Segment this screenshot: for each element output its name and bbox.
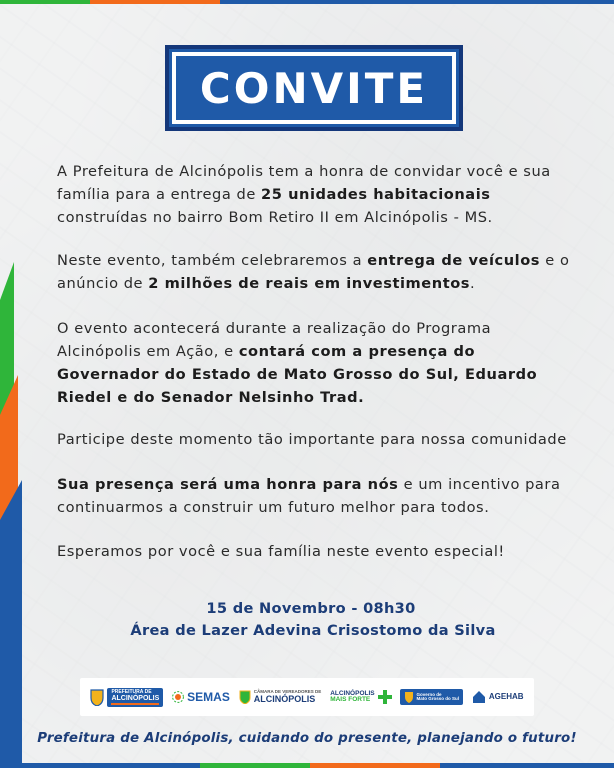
partner-logo-strip: [80, 678, 534, 716]
alcinopolis-mais-forte-logo: ALCINÓPOLIS MAIS FORTE: [330, 682, 391, 712]
event-place: Área de Lazer Adevina Crisostomo da Silva: [130, 622, 496, 639]
agehab-logo: AGEHAB: [472, 682, 524, 712]
paragraph-participate: Participe deste momento tão importante para nossa comunidade: [57, 431, 567, 448]
shield-icon: [239, 690, 251, 704]
state-crest-icon: [404, 691, 414, 703]
plus-icon: [378, 690, 392, 704]
governo-ms-logo: Governo de Mato Grosso do Sul: [400, 682, 463, 712]
brasao-icon: [90, 688, 104, 706]
page-title: CONVITE: [199, 63, 429, 113]
top-color-bar: [0, 0, 614, 4]
prefeitura-logo: PREFEITURA DE ALCINÓPOLIS: [90, 682, 163, 712]
camara-logo: CÂMARA DE VEREADORES DE ALCINÓPOLIS: [239, 682, 322, 712]
paragraph-presence: Sua presença será uma honra para nós e um incentivo para continuarmos a construir um futuro melhor para todos.: [57, 476, 561, 516]
sun-icon: [172, 691, 184, 703]
house-icon: [472, 690, 486, 704]
footer-tagline: Prefeitura de Alcinópolis, cuidando do presente, planejando o futuro!: [37, 731, 577, 746]
paragraph-vehicles: Neste evento, também celebraremos a entrega de veículos e o anúncio de 2 milhões de reais em investimentos.: [57, 252, 570, 292]
paragraph-program: O evento acontecerá durante a realização do Programa Alcinópolis em Ação, e contará com a presença do Governador do Estado de Mato Grosso do Sul, Eduardo Riedel e do Senador Nelsinho Trad.: [57, 320, 538, 406]
convite-title-box: [172, 52, 456, 124]
semas-logo: SEMAS: [172, 682, 230, 712]
paragraph-invitation: A Prefeitura de Alcinópolis tem a honra de convidar você e sua família para a entrega de 25 unidades habitacionais construídas no bairro Bom Retiro II em Alcinópolis - MS.: [57, 163, 551, 226]
event-date: 15 de Novembro - 08h30: [206, 600, 416, 617]
bottom-color-bar: [0, 763, 614, 768]
paragraph-closing: Esperamos por você e sua família neste evento especial!: [57, 543, 505, 560]
side-color-stripes: [0, 0, 30, 768]
